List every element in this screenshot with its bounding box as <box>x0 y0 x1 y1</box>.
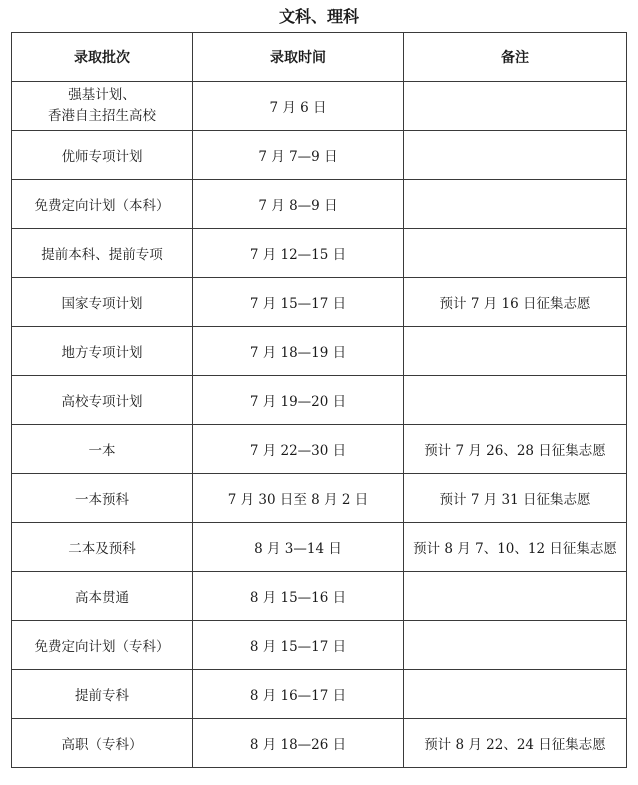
time-cell: 7 月 15—17 日 <box>193 278 404 327</box>
time-cell: 8 月 15—16 日 <box>193 572 404 621</box>
table-row <box>12 670 627 719</box>
note-cell <box>404 670 627 719</box>
time-cell: 7 月 12—15 日 <box>193 229 404 278</box>
table-row <box>12 719 627 768</box>
time-cell: 7 月 7—9 日 <box>193 131 404 180</box>
time-cell: 8 月 18—26 日 <box>193 719 404 768</box>
note-cell <box>404 621 627 670</box>
table-row <box>12 180 627 229</box>
header-note: 备注 <box>404 33 627 82</box>
note-cell <box>404 327 627 376</box>
table-row <box>12 278 627 327</box>
batch-cell: 提前专科 <box>12 670 193 719</box>
note-cell: 预计 7 月 16 日征集志愿 <box>404 278 627 327</box>
time-cell: 8 月 3—14 日 <box>193 523 404 572</box>
note-cell: 预计 8 月 7、10、12 日征集志愿 <box>404 523 627 572</box>
header-batch: 录取批次 <box>12 33 193 82</box>
note-cell: 预计 8 月 22、24 日征集志愿 <box>404 719 627 768</box>
time-cell: 7 月 19—20 日 <box>193 376 404 425</box>
table-row <box>12 376 627 425</box>
table-row <box>12 621 627 670</box>
table-row <box>12 82 627 131</box>
batch-cell: 一本 <box>12 425 193 474</box>
batch-cell: 一本预科 <box>12 474 193 523</box>
header-time: 录取时间 <box>193 33 404 82</box>
time-cell: 8 月 16—17 日 <box>193 670 404 719</box>
time-cell: 8 月 15—17 日 <box>193 621 404 670</box>
batch-cell: 免费定向计划（专科） <box>12 621 193 670</box>
time-cell: 7 月 22—30 日 <box>193 425 404 474</box>
note-cell: 预计 7 月 31 日征集志愿 <box>404 474 627 523</box>
document-title: 文科、理科 <box>278 7 359 26</box>
batch-cell: 国家专项计划 <box>12 278 193 327</box>
note-cell <box>404 131 627 180</box>
table-header-row <box>12 33 627 82</box>
batch-line: 强基计划、 <box>68 87 136 103</box>
time-cell: 7 月 8—9 日 <box>193 180 404 229</box>
table-row <box>12 425 627 474</box>
batch-line: 香港自主招生高校 <box>48 108 156 124</box>
table-row <box>12 572 627 621</box>
table-row <box>12 131 627 180</box>
note-cell <box>404 376 627 425</box>
batch-cell: 提前本科、提前专项 <box>12 229 193 278</box>
batch-cell <box>12 82 193 131</box>
time-cell: 7 月 18—19 日 <box>193 327 404 376</box>
table-row <box>12 474 627 523</box>
batch-cell: 高本贯通 <box>12 572 193 621</box>
note-cell <box>404 229 627 278</box>
batch-cell: 高职（专科） <box>12 719 193 768</box>
note-cell: 预计 7 月 26、28 日征集志愿 <box>404 425 627 474</box>
note-cell <box>404 180 627 229</box>
batch-cell: 高校专项计划 <box>12 376 193 425</box>
table-row <box>12 229 627 278</box>
table-row <box>12 523 627 572</box>
batch-cell: 地方专项计划 <box>12 327 193 376</box>
note-cell <box>404 82 627 131</box>
time-cell: 7 月 30 日至 8 月 2 日 <box>193 474 404 523</box>
batch-cell: 优师专项计划 <box>12 131 193 180</box>
batch-cell: 二本及预科 <box>12 523 193 572</box>
admission-schedule-table <box>11 32 627 768</box>
time-cell: 7 月 6 日 <box>193 82 404 131</box>
note-cell <box>404 572 627 621</box>
batch-cell: 免费定向计划（本科） <box>12 180 193 229</box>
table-row <box>12 327 627 376</box>
